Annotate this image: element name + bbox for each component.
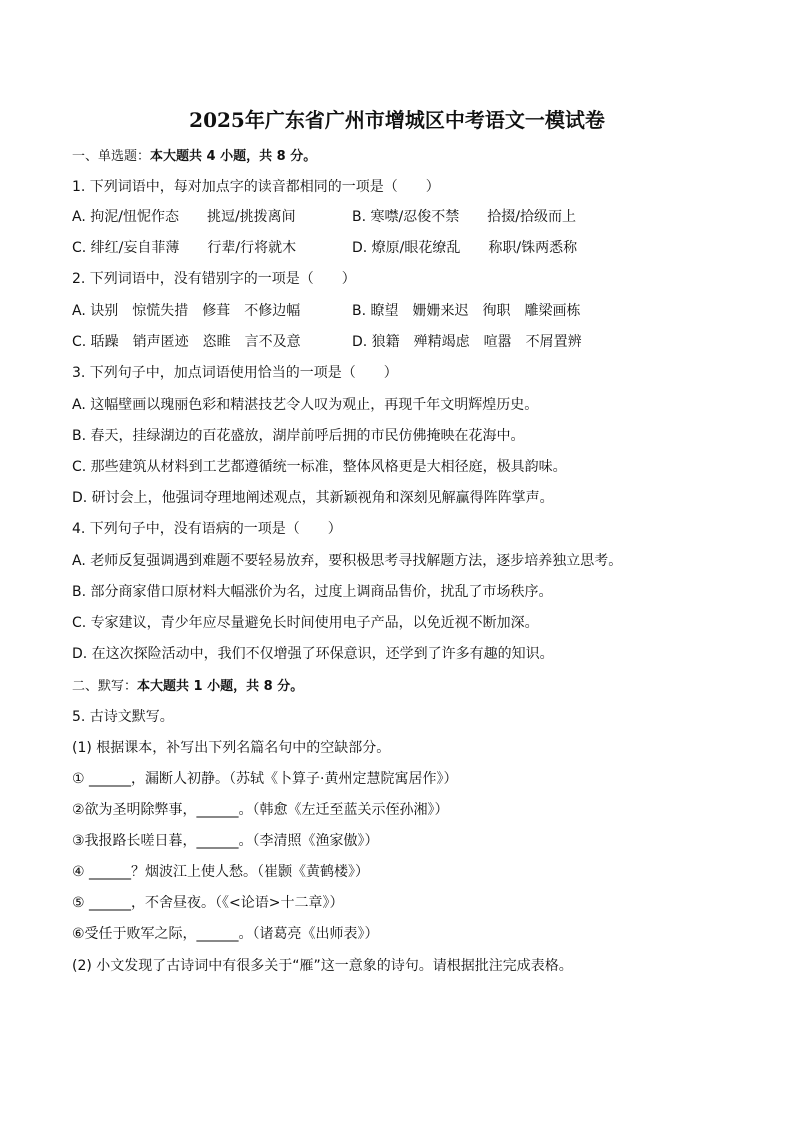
q5-sub-1: (1) 根据课本，补写出下列名篇名句中的空缺部分。 bbox=[72, 740, 391, 756]
section-prefix: 一、单选题： bbox=[72, 149, 151, 164]
question-2-stem: 2. 下列词语中，没有错别字的一项是（ ） bbox=[72, 271, 356, 287]
q2-option-c: C. 聒躁 销声匿迹 恣睢 言不及意 bbox=[72, 334, 301, 350]
question-4-stem: 4. 下列句子中，没有语病的一项是（ ） bbox=[72, 521, 342, 537]
q5-item-6: ⑥受任于败军之际，______。（诸葛亮《出师表》） bbox=[72, 926, 379, 942]
question-1-stem: 1. 下列词语中，每对加点字的读音都相同的一项是（ ） bbox=[72, 179, 440, 195]
question-3-stem: 3. 下列句子中，加点词语使用恰当的一项是（ ） bbox=[72, 365, 398, 381]
q3-option-a: A. 这幅壁画以瑰丽色彩和精湛技艺令人叹为观止，再现千年文明辉煌历史。 bbox=[72, 397, 539, 413]
q3-option-b: B. 春天，挂绿湖边的百花盛放，湖岸前呼后拥的市民仿佛掩映在花海中。 bbox=[72, 428, 525, 444]
q2-option-b: B. 瞭望 姗姗来迟 徇职 雕梁画栋 bbox=[352, 303, 581, 319]
q4-option-d: D. 在这次探险活动中，我们不仅增强了环保意识，还学到了许多有趣的知识。 bbox=[72, 646, 554, 662]
q4-option-b: B. 部分商家借口原材料大幅涨价为名，过度上调商品售价，扰乱了市场秩序。 bbox=[72, 584, 553, 600]
section-prefix: 二、默写： bbox=[72, 679, 138, 694]
q5-sub-2: (2) 小文发现了古诗词中有很多关于“雁”这一意象的诗句。请根据批注完成表格。 bbox=[72, 958, 573, 974]
exam-title: 2025年广东省广州市增城区中考语文一模试卷 bbox=[189, 108, 605, 132]
section-heading-1 bbox=[72, 148, 316, 166]
q1-option-b: B. 寒噤/忍俊不禁 拾掇/拾级而上 bbox=[352, 209, 576, 225]
q5-item-2: ②欲为圣明除弊事，______。（韩愈《左迁至蓝关示侄孙湘》） bbox=[72, 802, 449, 818]
question-5-stem: 5. 古诗文默写。 bbox=[72, 709, 174, 725]
section-desc: 本大题共 4 小题，共 8 分。 bbox=[150, 149, 317, 164]
q1-option-c: C. 绯红/妄自菲薄 行辈/行将就木 bbox=[72, 240, 297, 256]
q5-item-5: ⑤ ______，不舍昼夜。（《<论语>十二章》） bbox=[72, 895, 344, 911]
section-desc: 本大题共 1 小题，共 8 分。 bbox=[137, 679, 304, 694]
q4-option-c: C. 专家建议，青少年应尽量避免长时间使用电子产品，以免近视不断加深。 bbox=[72, 615, 539, 631]
q3-option-c: C. 那些建筑从材料到工艺都遵循统一标准，整体风格更是大相径庭，极具韵味。 bbox=[72, 459, 567, 475]
q1-option-d: D. 燎原/眼花缭乱 称职/铢两悉称 bbox=[352, 240, 578, 256]
q5-item-1: ① ______，漏断人初静。（苏轼《卜算子·黄州定慧院寓居作》） bbox=[72, 771, 458, 787]
q2-option-d: D. 狼籍 殚精竭虑 喧嚣 不屑置辨 bbox=[352, 334, 582, 350]
section-heading-2 bbox=[72, 678, 303, 696]
q5-item-3: ③我报路长嗟日暮，______。（李清照《渔家傲》） bbox=[72, 833, 379, 849]
q5-item-4: ④ ______？烟波江上使人愁。（崔颢《黄鹤楼》） bbox=[72, 864, 369, 880]
q3-option-d: D. 研讨会上，他强词夺理地阐述观点，其新颖视角和深刻见解赢得阵阵掌声。 bbox=[72, 490, 554, 506]
q1-option-a: A. 拘泥/忸怩作态 挑逗/挑拨离间 bbox=[72, 209, 296, 225]
q2-option-a: A. 诀别 惊慌失措 修葺 不修边幅 bbox=[72, 303, 301, 319]
q4-option-a: A. 老师反复强调遇到难题不要轻易放弃，要积极思考寻找解题方法，逐步培养独立思考。 bbox=[72, 553, 623, 569]
